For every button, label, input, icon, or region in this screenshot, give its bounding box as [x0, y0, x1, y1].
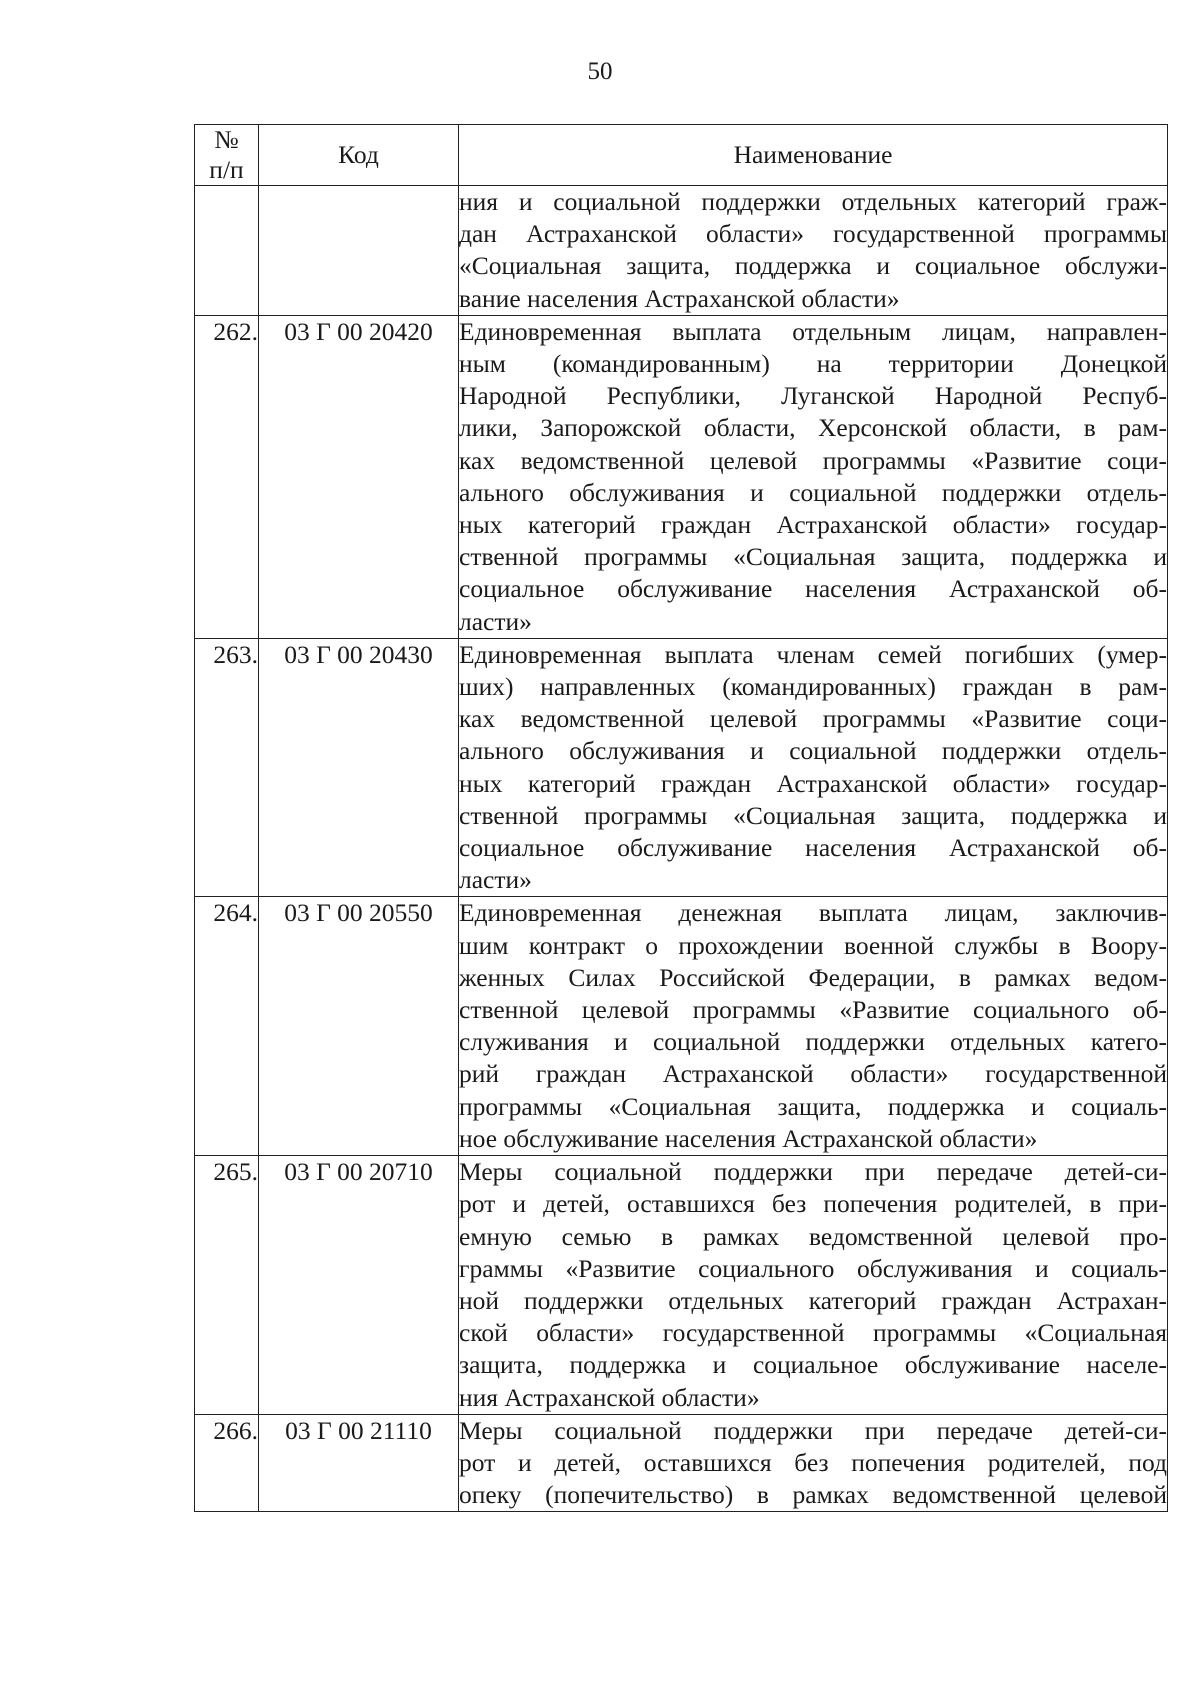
- name-line: рот и детей, оставшихся без попечения родителей, в при-: [459, 1189, 1167, 1219]
- name-line: ласти»: [459, 865, 532, 895]
- name-line: социальное обслуживание населения Астраханской об-: [459, 833, 1167, 863]
- row-number: 265.: [195, 1156, 259, 1415]
- header-number-abbrev: п/п: [209, 155, 244, 184]
- name-line: ального обслуживания и социальной поддержки отдель-: [459, 477, 1167, 507]
- name-line: программы «Социальная защита, поддержка и социаль-: [459, 1091, 1167, 1121]
- row-name: [459, 897, 1168, 1156]
- name-line: ках ведомственной целевой программы «Развитие соци-: [459, 704, 1167, 734]
- row-name: [459, 315, 1168, 638]
- name-line: шим контракт о прохождении военной службы в Воору-: [459, 930, 1167, 960]
- header-code: Код: [259, 125, 459, 186]
- name-line: ных категорий граждан Астраханской области» государ-: [459, 510, 1167, 540]
- row-code: [259, 186, 459, 316]
- header-number-symbol: №: [214, 125, 239, 154]
- name-line: ния Астраханской области»: [459, 1382, 760, 1412]
- table-row: [195, 315, 1168, 638]
- table-row: [195, 897, 1168, 1156]
- name-line: дан Астраханской области» государственной программы: [459, 219, 1167, 249]
- name-line: социальное обслуживание населения Астраханской об-: [459, 574, 1167, 604]
- name-line: ных категорий граждан Астраханской области» государ-: [459, 768, 1167, 798]
- row-number: 263.: [195, 638, 259, 897]
- name-line: опеку (попечительство) в рамках ведомственной целевой: [459, 1480, 1167, 1510]
- budget-codes-table: [194, 124, 1168, 1512]
- name-line: ния и социальной поддержки отдельных категорий граж-: [459, 187, 1167, 216]
- name-line: ального обслуживания и социальной поддержки отдель-: [459, 736, 1167, 766]
- row-code: 03 Г 00 21110: [259, 1414, 459, 1512]
- row-name: [459, 1414, 1168, 1512]
- row-name: [459, 1156, 1168, 1415]
- name-line: емную семью в рамках ведомственной целевой про-: [459, 1221, 1167, 1251]
- row-name: [459, 186, 1168, 316]
- row-code: 03 Г 00 20430: [259, 638, 459, 897]
- name-line: ственной целевой программы «Развитие социального об-: [459, 995, 1167, 1025]
- name-line: лики, Запорожской области, Херсонской области, в рам-: [459, 413, 1167, 443]
- table-row: [195, 186, 1168, 316]
- name-line: ной поддержки отдельных категорий граждан Астрахан-: [459, 1285, 1167, 1315]
- table-row: [195, 1414, 1168, 1512]
- row-number: 264.: [195, 897, 259, 1156]
- name-line: ской области» государственной программы «Социальная: [459, 1318, 1167, 1348]
- name-line: вание населения Астраханской области»: [459, 283, 900, 313]
- row-number: 266.: [195, 1414, 259, 1512]
- name-line: ное обслуживание населения Астраханской области»: [459, 1123, 1038, 1153]
- name-line: Меры социальной поддержки при передаче детей-си-: [459, 1157, 1167, 1187]
- name-line: ласти»: [459, 606, 532, 636]
- name-line: ным (командированным) на территории Донецкой: [459, 349, 1167, 379]
- name-line: защита, поддержка и социальное обслуживание населе-: [459, 1350, 1167, 1380]
- row-code: 03 Г 00 20550: [259, 897, 459, 1156]
- row-code: 03 Г 00 20420: [259, 315, 459, 638]
- name-line: Народной Республики, Луганской Народной Респуб-: [459, 381, 1167, 411]
- row-number: [195, 186, 259, 316]
- name-line: женных Силах Российской Федерации, в рамках ведом-: [459, 962, 1167, 992]
- header-name: Наименование: [459, 125, 1168, 186]
- row-code: 03 Г 00 20710: [259, 1156, 459, 1415]
- name-line: Единовременная выплата отдельным лицам, направлен-: [459, 316, 1167, 346]
- row-number: 262.: [195, 315, 259, 638]
- page-number: 50: [587, 58, 613, 85]
- name-line: рот и детей, оставшихся без попечения родителей, под: [459, 1447, 1167, 1477]
- name-line: ших) направленных (командированных) граждан в рам-: [459, 672, 1167, 702]
- name-line: «Социальная защита, поддержка и социальное обслужи-: [459, 251, 1167, 281]
- name-line: граммы «Развитие социального обслуживания и социаль-: [459, 1253, 1167, 1283]
- name-line: ках ведомственной целевой программы «Развитие соци-: [459, 445, 1167, 475]
- table-header-row: [195, 125, 1168, 186]
- name-line: Единовременная выплата членам семей погибших (умер-: [459, 639, 1167, 669]
- name-line: ственной программы «Социальная защита, поддержка и: [459, 542, 1167, 572]
- name-line: служивания и социальной поддержки отдельных катего-: [459, 1027, 1167, 1057]
- name-line: ственной программы «Социальная защита, поддержка и: [459, 800, 1167, 830]
- header-number: [195, 125, 259, 186]
- table-row: [195, 1156, 1168, 1415]
- row-name: [459, 638, 1168, 897]
- name-line: Единовременная денежная выплата лицам, заключив-: [459, 898, 1167, 928]
- name-line: Меры социальной поддержки при передаче детей-си-: [459, 1415, 1167, 1445]
- name-line: рий граждан Астраханской области» государственной: [459, 1059, 1167, 1089]
- table-row: [195, 638, 1168, 897]
- table-body: [195, 186, 1168, 1512]
